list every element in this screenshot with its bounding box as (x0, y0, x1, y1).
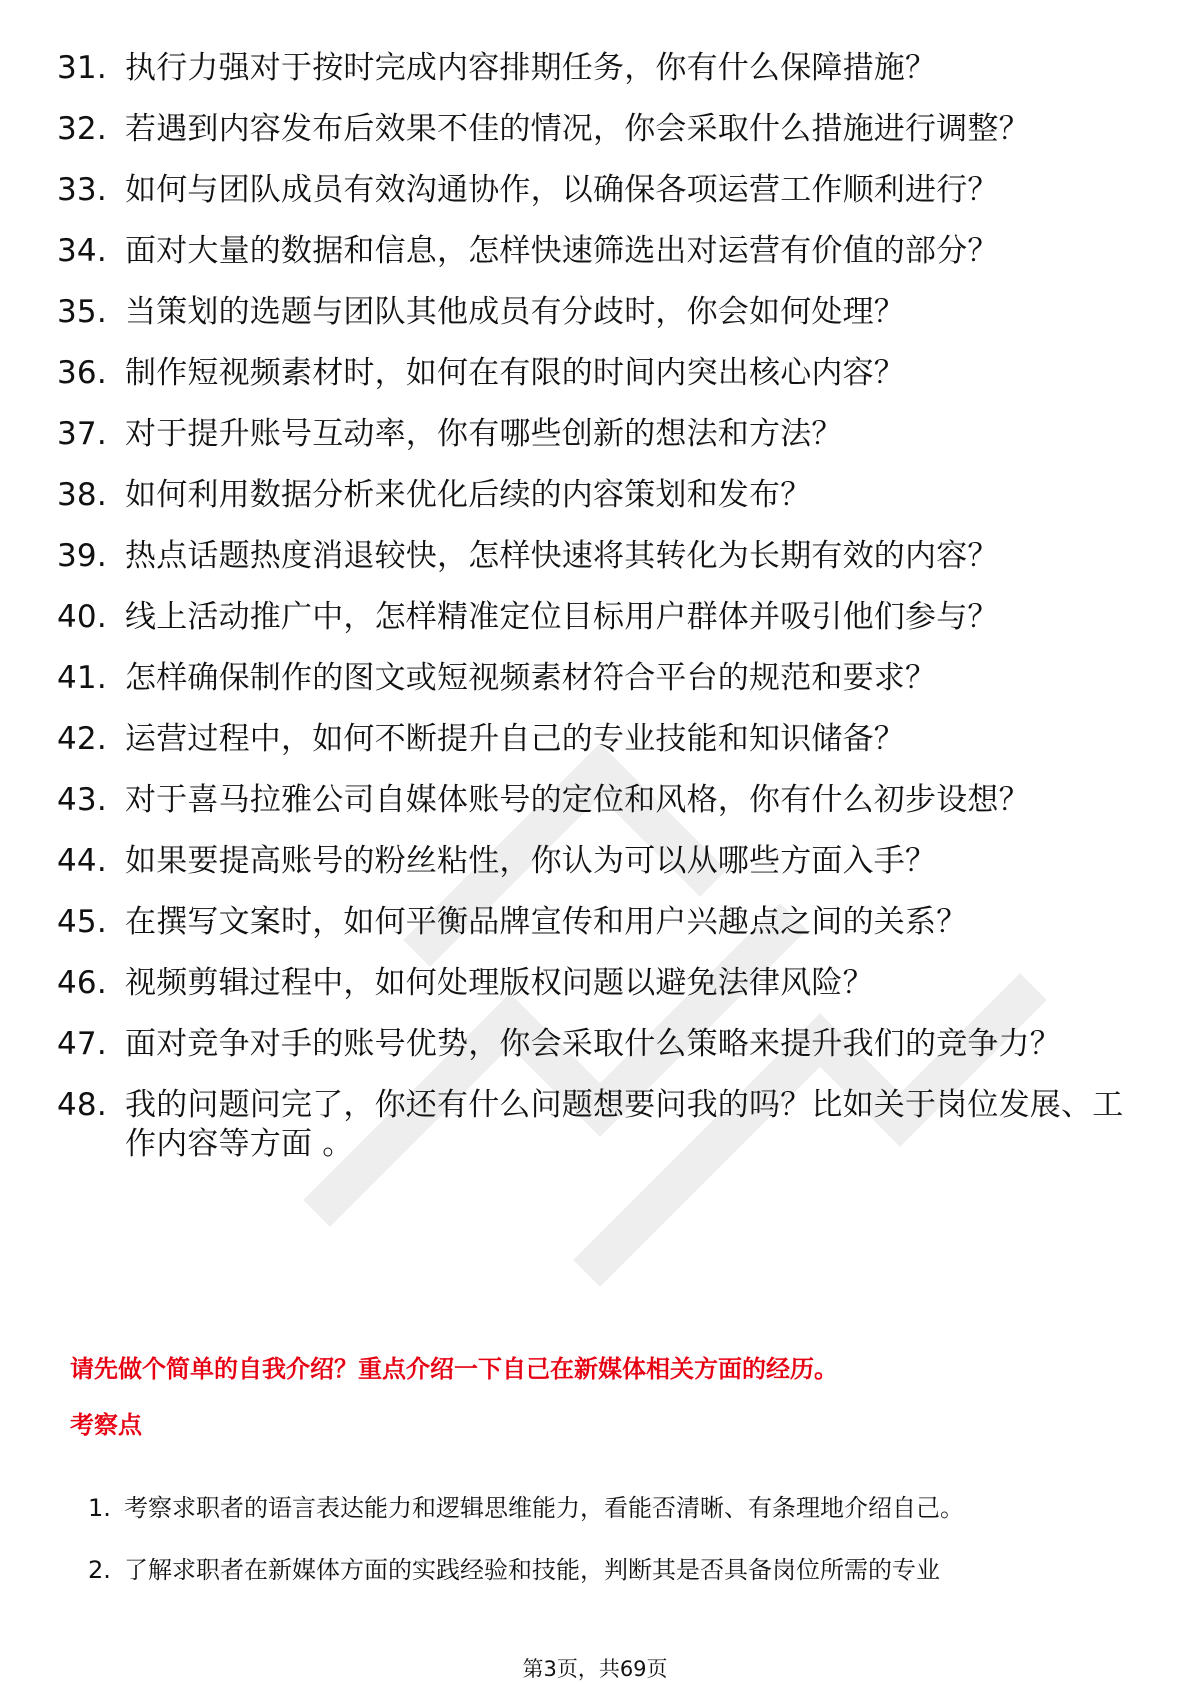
question-number: 42. (57, 721, 107, 757)
assessment-point (88, 1545, 1138, 1595)
question-text: 运营过程中，如何不断提升自己的专业技能和知识储备？ (125, 721, 905, 757)
question-number: 48. (57, 1087, 107, 1123)
question-item (57, 964, 1137, 1003)
question-text: 在撰写文案时，如何平衡品牌宣传和用户兴趣点之间的关系？ (125, 904, 968, 940)
question-text: 怎样确保制作的图文或短视频素材符合平台的规范和要求？ (125, 660, 937, 696)
question-text: 如何利用数据分析来优化后续的内容策划和发布？ (125, 477, 812, 513)
question-number: 38. (57, 477, 107, 513)
question-text: 我的问题问完了，你还有什么问题想要问我的吗？比如关于岗位发展、工作内容等方面 。 (125, 1087, 1124, 1162)
question-text: 当策划的选题与团队其他成员有分歧时，你会如何处理？ (125, 294, 905, 330)
page-footer: 第3页，共69页 (522, 1657, 668, 1681)
question-item (57, 659, 1137, 698)
question-item (57, 476, 1137, 515)
question-item (57, 354, 1137, 393)
question-text: 线上活动推广中，怎样精准定位目标用户群体并吸引他们参与？ (125, 599, 999, 635)
point-number: 2. (88, 1556, 111, 1584)
question-item (57, 293, 1137, 332)
question-item (57, 781, 1137, 820)
question-number: 34. (57, 233, 107, 269)
section-subheading: 考察点 (70, 1411, 142, 1439)
point-text: 了解求职者在新媒体方面的实践经验和技能，判断其是否具备岗位所需的专业 (124, 1556, 940, 1584)
question-text: 如果要提高账号的粉丝粘性，你认为可以从哪些方面入手？ (125, 843, 937, 879)
question-number: 35. (57, 294, 107, 330)
question-text: 若遇到内容发布后效果不佳的情况，你会采取什么措施进行调整？ (125, 111, 1030, 147)
question-item (57, 1025, 1137, 1064)
question-text: 视频剪辑过程中，如何处理版权问题以避免法律风险？ (125, 965, 874, 1001)
question-text: 对于喜马拉雅公司自媒体账号的定位和风格，你有什么初步设想？ (125, 782, 1030, 818)
question-number: 44. (57, 843, 107, 879)
question-number: 36. (57, 355, 107, 391)
question-item (57, 720, 1137, 759)
question-number: 39. (57, 538, 107, 574)
question-number: 33. (57, 172, 107, 208)
question-number: 40. (57, 599, 107, 635)
question-item (57, 537, 1137, 576)
question-text: 如何与团队成员有效沟通协作，以确保各项运营工作顺利进行？ (125, 172, 999, 208)
question-number: 43. (57, 782, 107, 818)
question-number: 45. (57, 904, 107, 940)
question-item (57, 171, 1137, 210)
question-text: 面对竞争对手的账号优势，你会采取什么策略来提升我们的竞争力？ (125, 1026, 1061, 1062)
question-number: 41. (57, 660, 107, 696)
question-item (57, 415, 1137, 454)
question-item (57, 110, 1137, 149)
question-item (57, 903, 1137, 942)
question-text: 制作短视频素材时，如何在有限的时间内突出核心内容？ (125, 355, 905, 391)
question-item (57, 598, 1137, 637)
question-text: 执行力强对于按时完成内容排期任务，你有什么保障措施？ (125, 50, 937, 86)
question-text: 面对大量的数据和信息，怎样快速筛选出对运营有价值的部分？ (125, 233, 999, 269)
question-item (57, 232, 1137, 271)
question-text: 热点话题热度消退较快，怎样快速将其转化为长期有效的内容？ (125, 538, 999, 574)
question-number: 46. (57, 965, 107, 1001)
question-item (57, 1086, 1137, 1164)
question-number: 47. (57, 1026, 107, 1062)
question-number: 37. (57, 416, 107, 452)
point-text: 考察求职者的语言表达能力和逻辑思维能力，看能否清晰、有条理地介绍自己。 (124, 1494, 964, 1522)
question-list (57, 49, 1137, 1186)
assessment-points-list (88, 1483, 1138, 1607)
question-item (57, 49, 1137, 88)
section-heading: 请先做个简单的自我介绍？重点介绍一下自己在新媒体相关方面的经历。 (70, 1355, 838, 1383)
point-number: 1. (88, 1494, 111, 1522)
question-number: 31. (57, 50, 107, 86)
assessment-point (88, 1483, 1138, 1533)
question-text: 对于提升账号互动率，你有哪些创新的想法和方法？ (125, 416, 843, 452)
question-number: 32. (57, 111, 107, 147)
question-item (57, 842, 1137, 881)
